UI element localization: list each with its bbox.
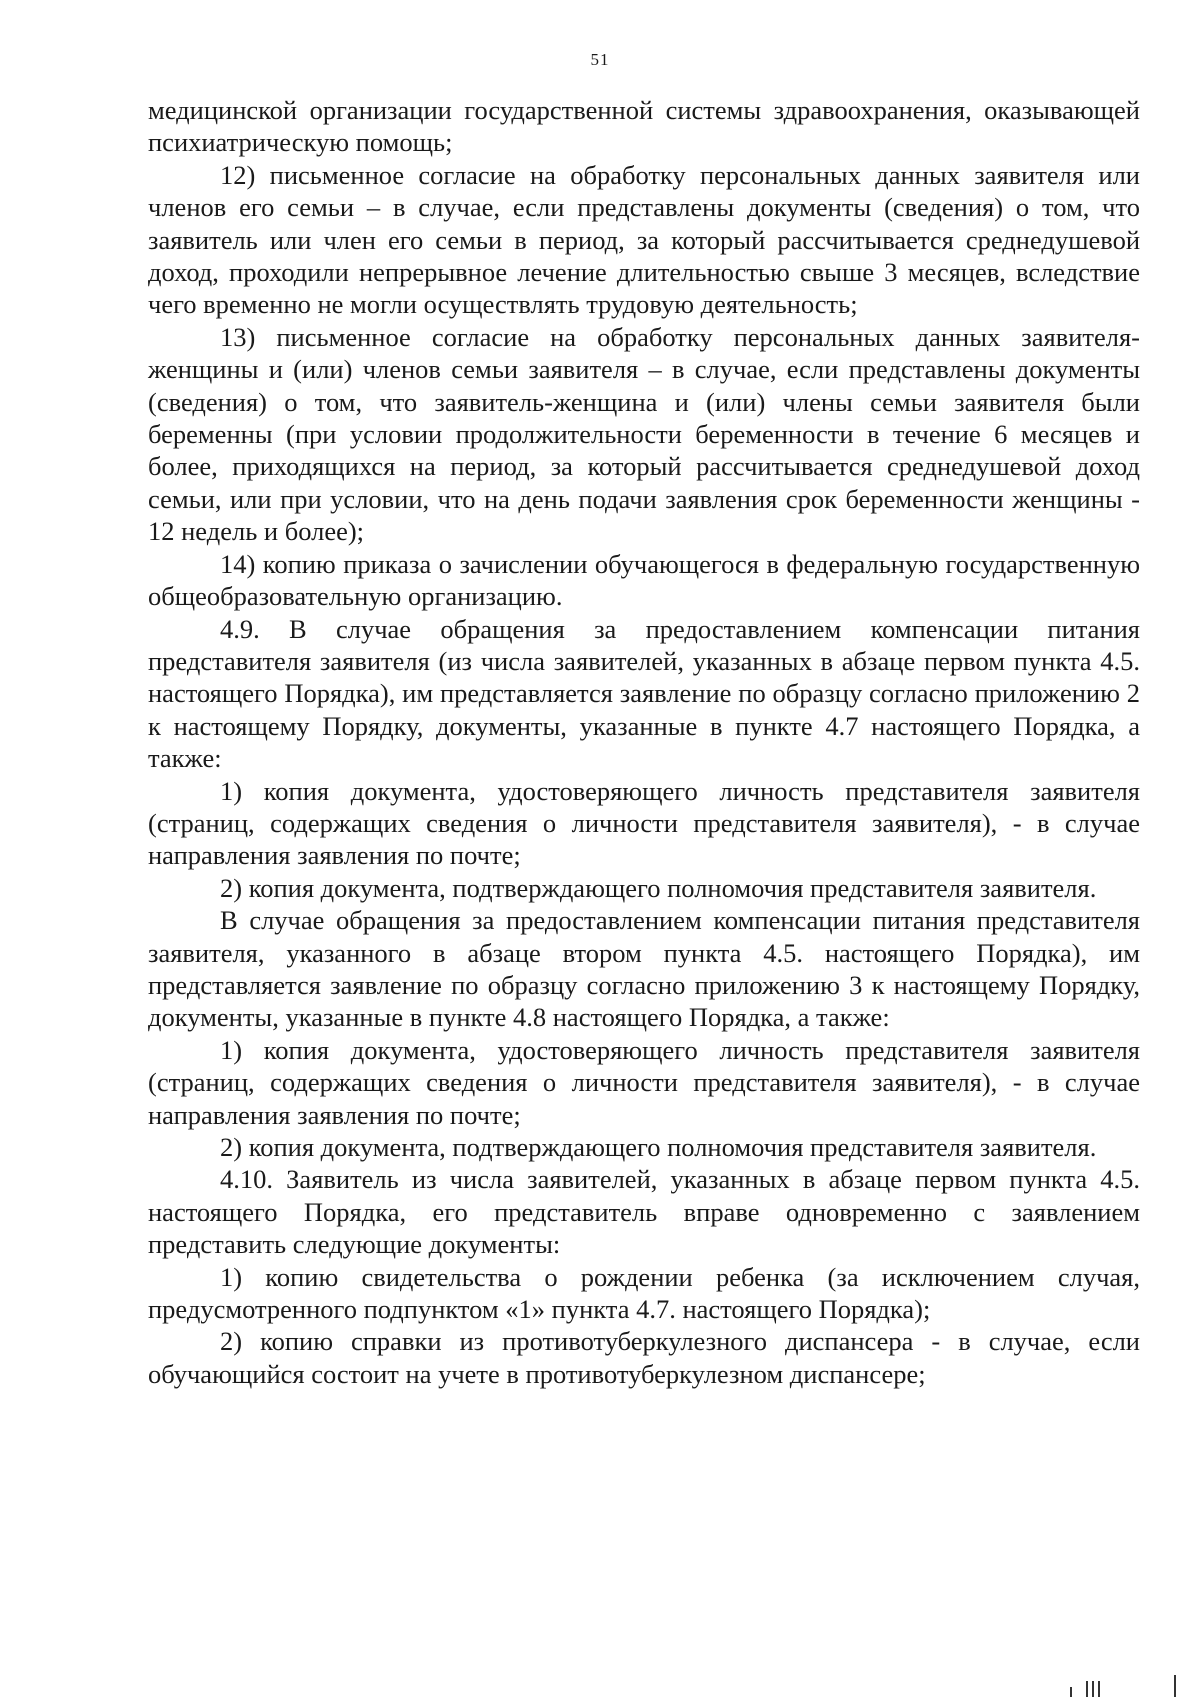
paragraph: 13) письменное согласие на обработку персональных данных заявителя-женщины и (или) членов семьи заявителя – в случае, если представлены документы (сведения) о том, что заявитель-женщина и (или) члены семьи заявителя были беременны (при условии продолжительности беременности в течение 6 месяцев и более, приходящихся на период, за который рассчитывается среднедушевой доход семьи, или при условии, что на день подачи заявления срок беременности женщины - 12 недель и более);: [148, 321, 1140, 547]
paragraph: 4.9. В случае обращения за предоставлением компенсации питания представителя заявителя (из числа заявителей, указанных в абзаце первом пункта 4.5. настоящего Порядка), им представляется заявление по образцу согласно приложению 2 к настоящему Порядку, документы, указанные в пункте 4.7 настоящего Порядка, а также:: [148, 613, 1140, 774]
document-body: [148, 94, 1140, 1390]
scan-artifact-marks: [1050, 1672, 1180, 1697]
paragraph: 1) копию свидетельства о рождении ребенка (за исключением случая, предусмотренного подпунктом «1» пункта 4.7. настоящего Порядка);: [148, 1261, 1140, 1325]
paragraph: В случае обращения за предоставлением компенсации питания представителя заявителя, указанного в абзаце втором пункта 4.5. настоящего Порядка), им представляется заявление по образцу согласно приложению 3 к настоящему Порядку, документы, указанные в пункте 4.8 настоящего Порядка, а также:: [148, 905, 1140, 1033]
paragraph: 12) письменное согласие на обработку персональных данных заявителя или членов его семьи – в случае, если представлены документы (сведения) о том, что заявитель или член его семьи в период, за который рассчитывается среднедушевой доход, проходили непрерывное лечение длительностью свыше 3 месяцев, вследствие чего временно не могли осуществлять трудовую деятельность;: [148, 159, 1140, 320]
paragraph: 4.10. Заявитель из числа заявителей, указанных в абзаце первом пункта 4.5. настоящего Порядка, его представитель вправе одновременно с заявлением представить следующие документы:: [148, 1164, 1140, 1260]
paragraph: 1) копия документа, удостоверяющего личность представителя заявителя (страниц, содержащих сведения о личности представителя заявителя), - в случае направления заявления по почте;: [148, 775, 1140, 871]
paragraph: 2) копию справки из противотуберкулезного диспансера - в случае, если обучающийся состоит на учете в противотуберкулезном диспансере;: [148, 1326, 1140, 1389]
paragraph: 2) копия документа, подтверждающего полномочия представителя заявителя.: [220, 872, 1097, 903]
paragraph: 1) копия документа, удостоверяющего личность представителя заявителя (страниц, содержащих сведения о личности представителя заявителя), - в случае направления заявления по почте;: [148, 1034, 1140, 1130]
paragraph: 2) копия документа, подтверждающего полномочия представителя заявителя.: [220, 1132, 1097, 1162]
page-number: 51: [590, 50, 610, 69]
paragraph: 14) копию приказа о зачислении обучающегося в федеральную государственную общеобразовательную организацию.: [148, 548, 1140, 612]
paragraph: медицинской организации государственной системы здравоохранения, оказывающей психиатрическую помощь;: [148, 95, 1140, 158]
